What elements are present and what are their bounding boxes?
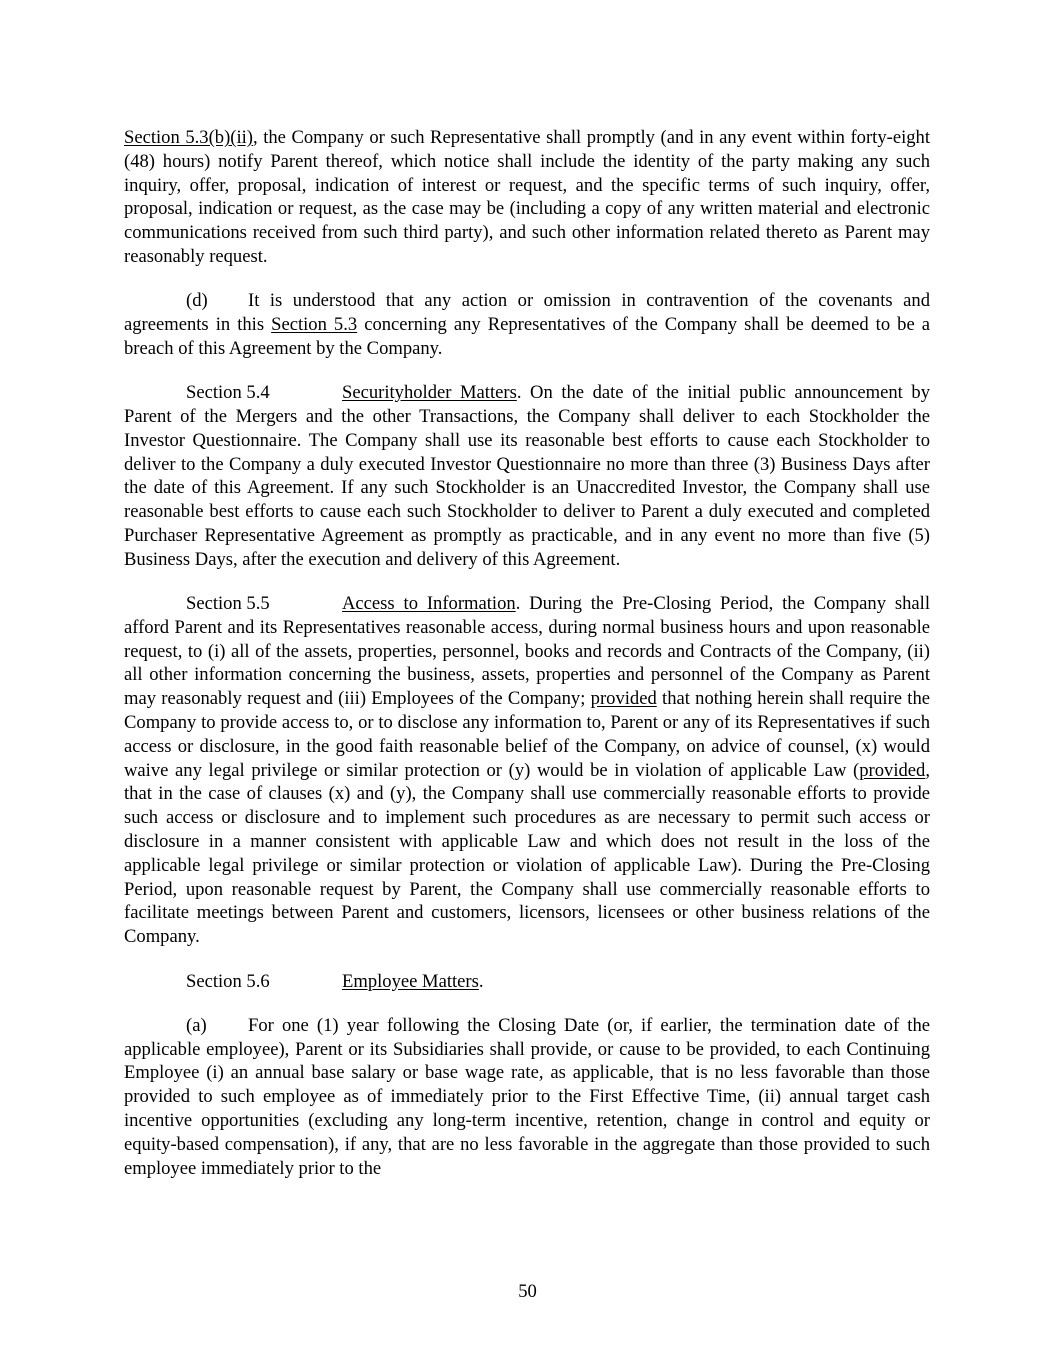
section-5-5 <box>124 592 930 949</box>
clause-label: (a) <box>186 1014 207 1036</box>
section-heading: Access to Information <box>342 593 516 615</box>
paragraph-text: It is understood that any action or omission in contravention of the covenants and agreements in this <box>124 290 930 336</box>
section-reference-link: Section 5.3(b)(ii) <box>124 127 253 148</box>
paragraph-text: . On the date of the initial public announcement by Parent of the Mergers and the other Transactions, the Company shall deliver to each Stockholder the Investor Questionnaire. The Company shall use its reasonable best efforts to cause each Stockholder to deliver to the Company a duly executed Investor Questionnaire no more than three (3) Business Days after the date of this Agreement. If any such Stockholder is an Unaccredited Investor, the Company shall use reasonable best efforts to cause each such Stockholder to deliver to Parent a duly executed and completed Purchaser Representative Agreement as promptly as practicable, and in any event no more than five (5) Business Days, after the execution and delivery of this Agreement. <box>124 382 930 570</box>
page-number: 50 <box>518 1281 537 1302</box>
section-heading: Securityholder Matters <box>342 382 517 404</box>
section-number: Section 5.5 <box>186 593 270 615</box>
provided-term: provided <box>859 759 926 781</box>
paragraph-text: For one (1) year following the Closing Date (or, if earlier, the termination date of the applicable employee), Parent or its Subsidiaries shall provide, or cause to be provided, to each Continuing Employee (i) an annual base salary or base wage rate, as applicable, that is no less favorable than those provided to such employee as of immediately prior to the First Effective Time, (ii) annual target cash incentive opportunities (excluding any long-term incentive, retention, change in control and equity or equity-based compensation), if any, that are no less favorable in the aggregate than those provided to such employee immediately prior to the <box>124 1014 930 1179</box>
paragraph-d <box>124 289 930 360</box>
paragraph-notice-continuation <box>124 126 930 269</box>
paragraph-text: that nothing herein shall require the Company to provide access to, or to disclose any information to, Parent or any of its Representatives if such access or disclosure, in the good faith reasonable belief of the Company, on advice of counsel, (x) would waive any legal privilege or similar protection or (y) would be in violation of applicable Law ( <box>124 688 930 781</box>
clause-label: (d) <box>186 290 208 312</box>
section-heading: Employee Matters <box>342 970 479 992</box>
heading-period: . <box>478 970 484 992</box>
paragraph-text: , that in the case of clauses (x) and (y), the Company shall use commercially reasonable efforts to provide such access or disclosure and to implement such procedures as are necessary to permit such access or disclosure in a manner consistent with applicable Law and which does not result in the loss of the applicable legal privilege or similar protection or violation of applicable Law). During the Pre-Closing Period, upon reasonable request by Parent, the Company shall use commercially reasonable efforts to facilitate meetings between Parent and customers, licensors, licensees or other business relations of the Company. <box>124 759 930 948</box>
paragraph-a <box>124 1014 930 1181</box>
paragraph-text: , the Company or such Representative shall promptly (and in any event within forty-eight (48) hours) notify Parent thereof, which notice shall include the identity of the party making any such inquiry, offer, proposal, indication of interest or request, and the specific terms of such inquiry, offer, proposal, indication or request, as the case may be (including a copy of any written material and electronic communications received from such third party), and such other information related thereto as Parent may reasonably request. <box>124 127 931 267</box>
paragraph-text: concerning any Representatives of the Company shall be deemed to be a breach of this Agreement by the Company. <box>124 314 931 359</box>
paragraph-text: . During the Pre-Closing Period, the Company shall afford Parent and its Representatives reasonable access, during normal business hours and upon reasonable request, to (i) all of the assets, properties, personnel, books and records and Contracts of the Company, (ii) all other information concerning the business, assets, properties and personnel of the Company as Parent may reasonably request and (iii) Employees of the Company; <box>124 593 931 710</box>
document-page <box>124 126 930 1201</box>
section-number: Section 5.6 <box>186 970 270 992</box>
section-number: Section 5.4 <box>186 382 270 404</box>
section-5-6 <box>124 970 930 994</box>
section-5-4 <box>124 381 930 571</box>
section-reference-link: Section 5.3 <box>271 314 358 336</box>
provided-term: provided <box>590 688 657 710</box>
